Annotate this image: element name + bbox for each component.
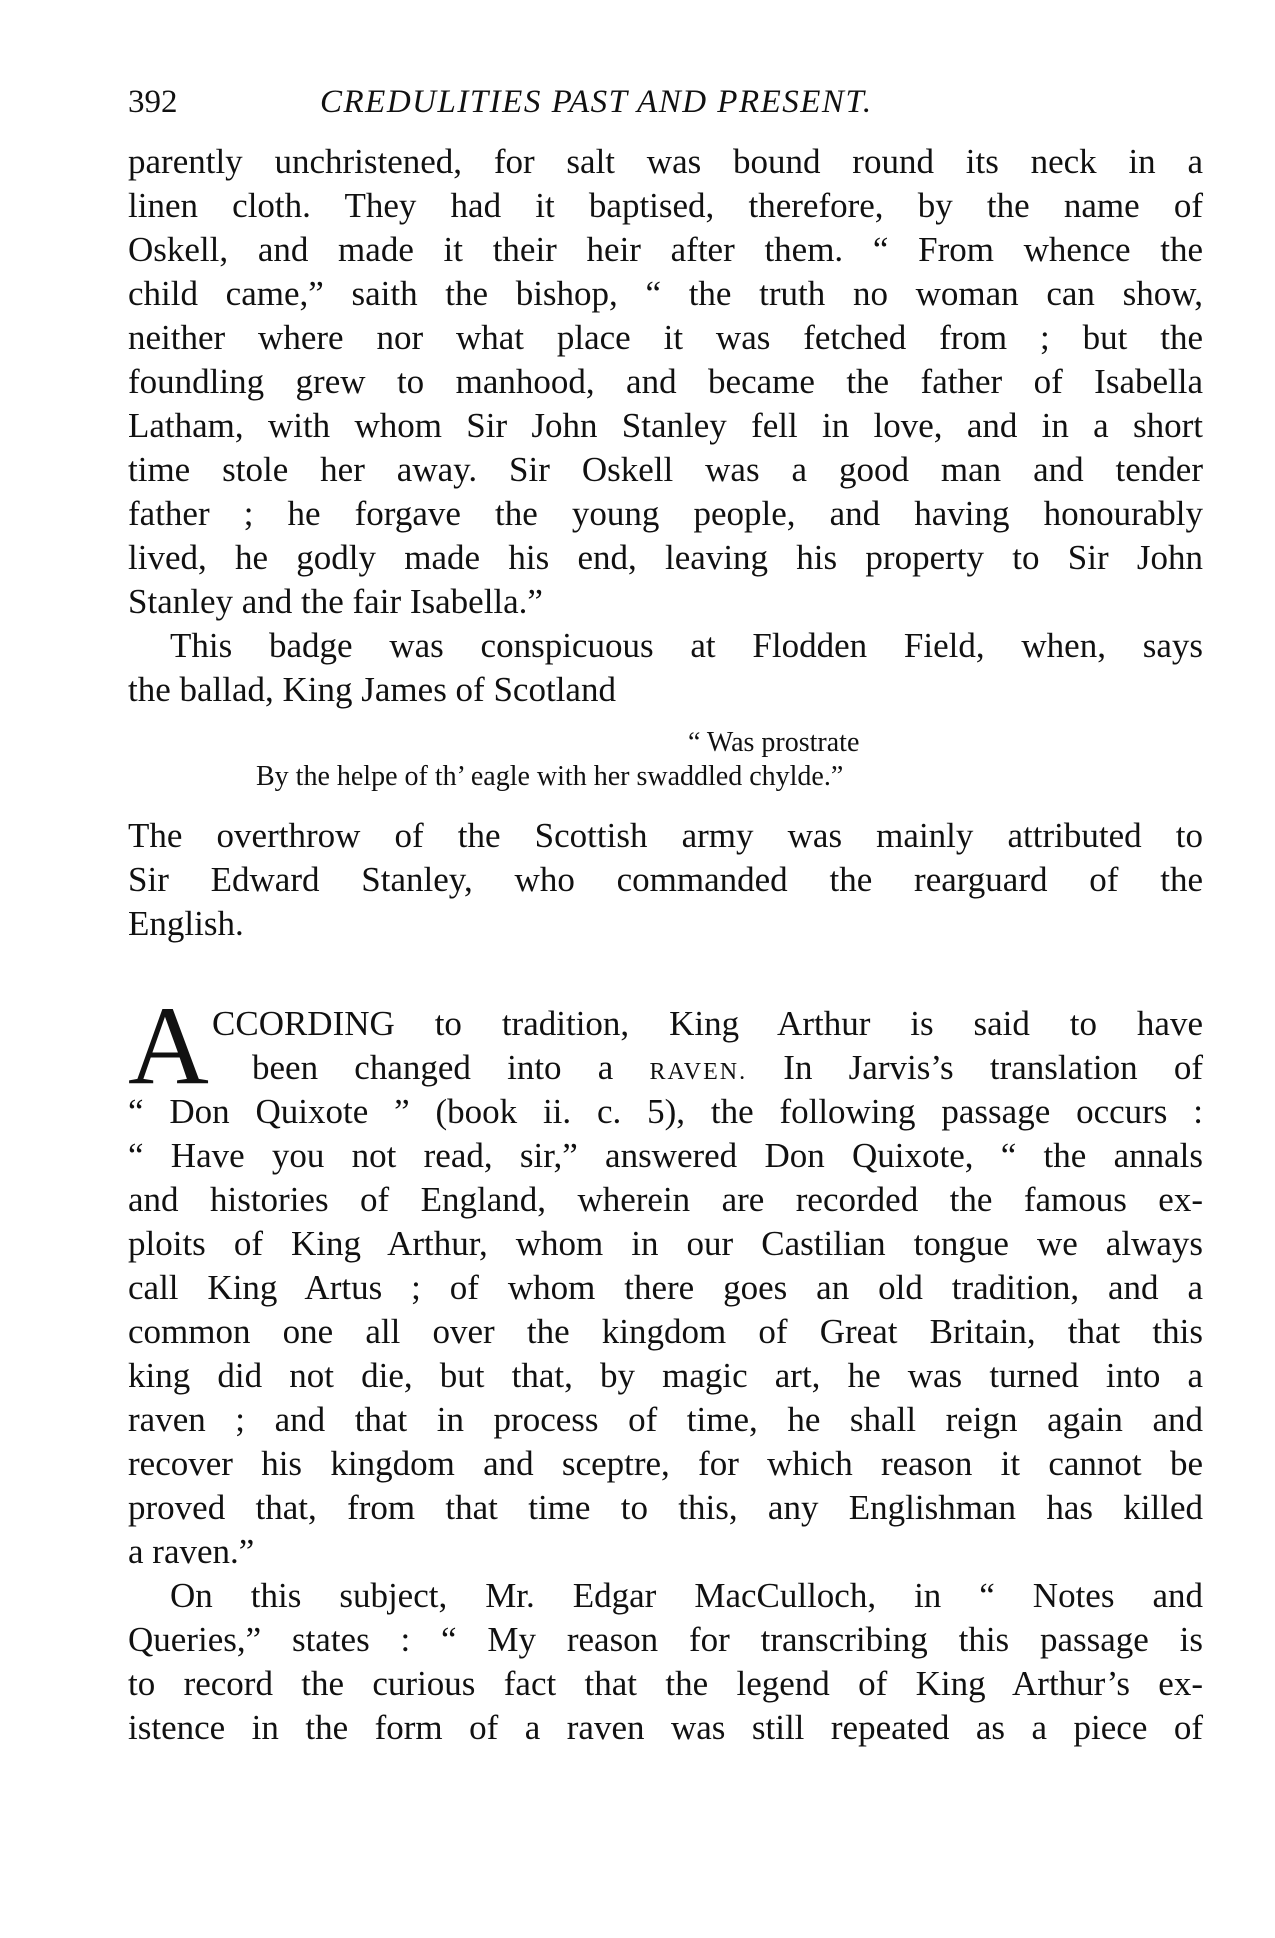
text-line: The overthrow of the Scottish army was mainly attributed to (128, 816, 1203, 855)
running-head: CREDULITIES PAST AND PRESENT. (320, 84, 873, 120)
text-fragment: been changed into a (252, 1048, 650, 1087)
text-line: lived, he godly made his end, leaving his property to Sir John (128, 538, 1203, 577)
text-line: a raven.” (128, 1532, 255, 1571)
text-line: On this subject, Mr. Edgar MacCulloch, in “ Notes and (170, 1576, 1203, 1615)
text-line: time stole her away. Sir Oskell was a good man and tender (128, 450, 1203, 489)
paragraph-2 (128, 624, 1203, 712)
text-line: father ; he forgave the young people, and having honourably (128, 494, 1203, 533)
paragraph-5 (128, 1574, 1203, 1750)
text-line: proved that, from that time to this, any Englishman has killed (128, 1488, 1203, 1527)
verse-line: By the helpe of th’ eagle with her swaddled chylde.” (256, 761, 844, 792)
text-line: and histories of England, wherein are recorded the famous ex- (128, 1180, 1203, 1219)
text-line: ploits of King Arthur, whom in our Castilian tongue we always (128, 1224, 1203, 1263)
text-line: the ballad, King James of Scotland (128, 670, 616, 709)
text-line: common one all over the kingdom of Great Britain, that this (128, 1312, 1203, 1351)
small-caps-word: RAVEN. (649, 1059, 748, 1085)
text-line: istence in the form of a raven was still repeated as a piece of (128, 1708, 1203, 1747)
text-line (128, 1046, 1203, 1090)
text-line: king did not die, but that, by magic art, he was turned into a (128, 1356, 1203, 1395)
text-line: “ Have you not read, sir,” answered Don Quixote, “ the annals (128, 1136, 1203, 1175)
text-line: call King Artus ; of whom there goes an old tradition, and a (128, 1268, 1203, 1307)
text-line: Stanley and the fair Isabella.” (128, 582, 543, 621)
paragraph-1 (128, 140, 1203, 624)
text-line: Latham, with whom Sir John Stanley fell in love, and in a short (128, 406, 1203, 445)
text-line: child came,” saith the bishop, “ the truth no woman can show, (128, 274, 1203, 313)
text-line: “ Don Quixote ” (book ii. c. 5), the following passage occurs : (128, 1092, 1203, 1131)
text-line: Oskell, and made it their heir after them. “ From whence the (128, 230, 1203, 269)
paragraph-3 (128, 814, 1203, 946)
book-page (128, 82, 1203, 1750)
text-line: to record the curious fact that the legend of King Arthur’s ex- (128, 1664, 1203, 1703)
raven-section (128, 984, 1203, 1574)
text-line: parently unchristened, for salt was bound round its neck in a (128, 142, 1203, 181)
text-line: foundling grew to manhood, and became the father of Isabella (128, 362, 1203, 401)
page-header (128, 82, 1203, 134)
ballad-quote (128, 726, 1203, 794)
text-line: linen cloth. They had it baptised, therefore, by the name of (128, 186, 1203, 225)
page-number: 392 (128, 84, 178, 120)
drop-cap: A (128, 984, 209, 1108)
text-line: English. (128, 904, 244, 943)
text-fragment: In Jarvis’s translation of (747, 1048, 1203, 1087)
text-line: This badge was conspicuous at Flodden Field, when, says (170, 626, 1203, 665)
text-line: CCORDING to tradition, King Arthur is said to have (212, 1004, 1203, 1043)
text-line: raven ; and that in process of time, he shall reign again and (128, 1400, 1203, 1439)
verse-line: “ Was prostrate (688, 727, 860, 758)
text-line: Sir Edward Stanley, who commanded the rearguard of the (128, 860, 1203, 899)
text-line: recover his kingdom and sceptre, for which reason it cannot be (128, 1444, 1203, 1483)
text-line: Queries,” states : “ My reason for transcribing this passage is (128, 1620, 1203, 1659)
text-line: neither where nor what place it was fetched from ; but the (128, 318, 1203, 357)
